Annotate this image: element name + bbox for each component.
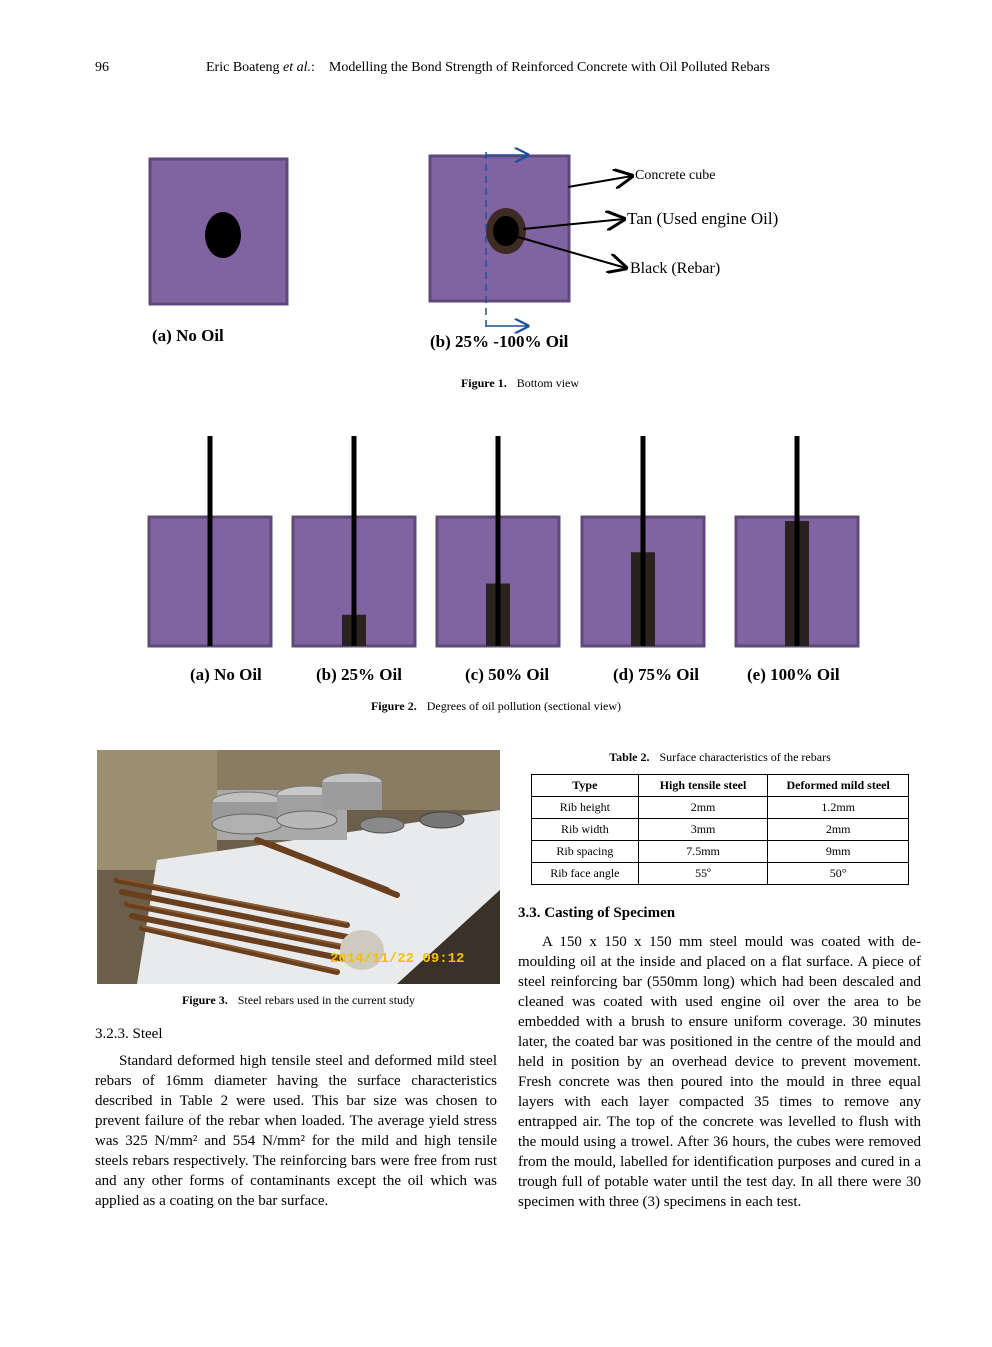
fig2-label-a: (a) No Oil — [190, 665, 262, 684]
section-steel-paragraph: Standard deformed high tensile steel and deformed mild steel rebars of 16mm diameter having the surface characteristics described in Table 2 were used. This bar size was chosen to prevent failure of the rebar when loaded. The average yield stress was 325 N/mm² and 554 N/mm² for the mild and high tensile steels rebars respectively. The reinforcing bars were free from rust and any other forms of contaminants except the oil which was applied as a coating on the bar surface. — [95, 1053, 497, 1209]
fig2-rebar — [352, 436, 357, 646]
table-2 — [531, 774, 909, 885]
running-header — [206, 60, 770, 76]
fig1b-rebar — [493, 216, 519, 246]
figure-1-caption — [24, 376, 992, 391]
table-cell: 3mm — [638, 819, 768, 841]
page-number: 96 — [95, 60, 109, 75]
figure-3-caption — [97, 993, 500, 1008]
figure-2-diagram — [0, 430, 992, 660]
table-2-caption — [519, 750, 921, 765]
figure-3-caption-label: Figure 3. — [181, 993, 228, 1007]
table-2-caption-label: Table 2. — [609, 750, 650, 764]
header-authors: Eric Boateng — [206, 60, 280, 75]
figure-2-caption — [0, 699, 992, 714]
fig2-rebar — [641, 436, 646, 646]
header-et-al: et al. — [282, 60, 311, 75]
section-casting-body — [518, 932, 921, 1212]
fig2-label-e: (e) 100% Oil — [747, 665, 840, 684]
table-cell: 9mm — [768, 841, 909, 863]
section-steel-body — [95, 1051, 497, 1211]
figure-1-diagram — [0, 140, 992, 360]
header-colon: : — [310, 60, 315, 75]
fig1a-rebar — [205, 212, 241, 258]
figure-1-caption-text: Bottom view — [516, 376, 580, 390]
fig2-rebar — [795, 436, 800, 646]
pointer-concrete — [568, 176, 632, 187]
table-row — [532, 863, 909, 885]
photo-timestamp: 2014/11/22 09:12 — [330, 951, 465, 967]
table-header-row — [532, 775, 909, 797]
table-cell: Rib width — [532, 819, 639, 841]
table-cell: Rib spacing — [532, 841, 639, 863]
fig2-rebar — [208, 436, 213, 646]
header-title: Modelling the Bond Strength of Reinforced Concrete with Oil Polluted Rebars — [328, 60, 770, 75]
table-2-caption-text: Surface characteristics of the rebars — [659, 750, 831, 764]
figure-1-caption-label: Figure 1. — [460, 376, 507, 390]
figure-2-caption-label: Figure 2. — [370, 699, 417, 713]
fig2-rebar — [496, 436, 501, 646]
table-cell: 2mm — [768, 819, 909, 841]
fig2-label-c: (c) 50% Oil — [465, 665, 550, 684]
label-concrete-cube: Concrete cube — [635, 168, 716, 183]
table-cell: 2mm — [638, 797, 768, 819]
label-black-rebar: Black (Rebar) — [630, 260, 721, 277]
table-row — [532, 819, 909, 841]
fig1-sub-b: (b) 25% -100% Oil — [430, 332, 569, 351]
table-cell: 55º — [638, 863, 768, 885]
fig2-label-b: (b) 25% Oil — [316, 665, 402, 684]
figure-2-caption-text: Degrees of oil pollution (sectional view) — [426, 699, 622, 713]
fig2-label-d: (d) 75% Oil — [613, 665, 699, 684]
table-header-cell: Deformed mild steel — [768, 775, 909, 797]
table-cell: Rib height — [532, 797, 639, 819]
table-cell: Rib face angle — [532, 863, 639, 885]
figure-3-caption-text: Steel rebars used in the current study — [237, 993, 416, 1007]
figure-3-photo — [97, 750, 500, 984]
table-row — [532, 797, 909, 819]
table-row — [532, 841, 909, 863]
fig1-sub-a: (a) No Oil — [152, 326, 224, 345]
table-header-cell: Type — [532, 775, 639, 797]
table-header-cell: High tensile steel — [638, 775, 768, 797]
table-cell: 1.2mm — [768, 797, 909, 819]
label-tan-oil: Tan (Used engine Oil) — [627, 209, 779, 228]
section-steel-heading: 3.2.3. Steel — [95, 1026, 163, 1042]
table-cell: 50° — [768, 863, 909, 885]
section-casting-paragraph: A 150 x 150 x 150 mm steel mould was coated with de-moulding oil at the inside and placed on a flat surface. A piece of steel reinforcing bar (550mm long) which had been descaled and cleaned was coated with used engine oil over the area to be embedded with a brush to ensure uniform coverage. 30 minutes later, the coated bar was positioned in the centre of the mould and held in position by an overhead device to prevent movement. Fresh concrete was then poured into the mould in three equal layers with each layer compacted 35 times to remove any entrapped air. The top of the concrete was levelled to flush with the mould using a trowel. After 36 hours, the cubes were removed from the mould, labelled for identification purposes and cured in a trough full of potable water until the test day. In all there were 30 specimen with three (3) specimens in each test. — [518, 934, 921, 1210]
section-casting-heading: 3.3. Casting of Specimen — [518, 905, 676, 921]
table-cell: 7.5mm — [638, 841, 768, 863]
